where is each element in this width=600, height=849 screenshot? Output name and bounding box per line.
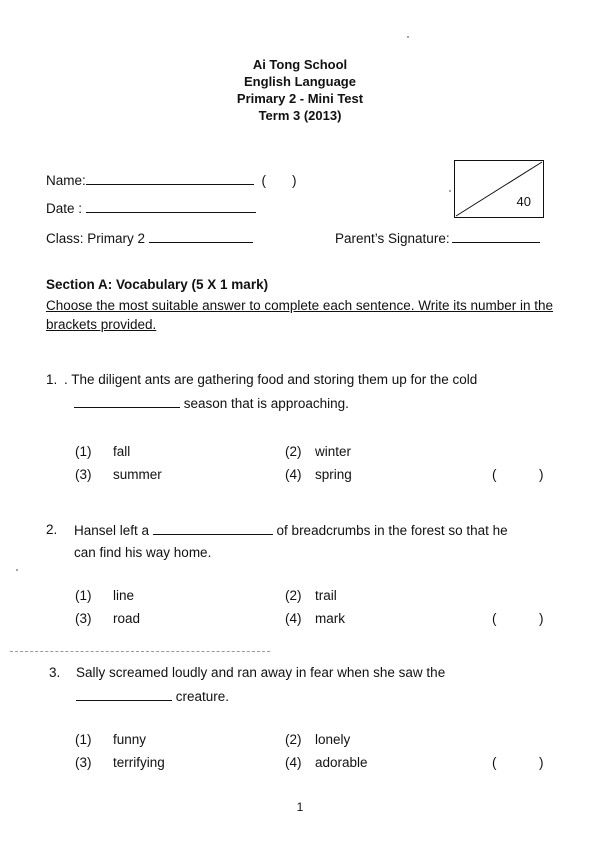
question-text-head: Hansel left a <box>74 523 153 538</box>
option-1[interactable] <box>75 444 130 459</box>
option-number: (4) <box>285 467 302 482</box>
question-number: 1. <box>46 372 58 387</box>
class-label: Class: Primary 2 <box>46 231 146 246</box>
question-number: 2. <box>46 522 58 537</box>
date-blank[interactable] <box>86 200 256 213</box>
school-name: Ai Tong School <box>252 57 348 72</box>
option-2[interactable] <box>285 588 337 603</box>
answer-bracket-open: ( <box>492 467 497 482</box>
option-number: (3) <box>75 611 92 626</box>
answer-bracket-close: ) <box>539 611 544 626</box>
parent-signature-blank[interactable] <box>452 230 540 243</box>
register-bracket-close: ) <box>292 173 297 188</box>
option-number: (1) <box>75 732 92 747</box>
name-blank[interactable] <box>86 172 254 185</box>
answer-blank[interactable] <box>76 688 172 701</box>
option-1[interactable] <box>75 588 134 603</box>
scan-speck <box>407 36 409 38</box>
question-text: . The diligent ants are gathering food and storing them up for the cold <box>64 372 478 387</box>
answer-blank[interactable] <box>153 522 273 535</box>
option-1[interactable] <box>75 732 146 747</box>
option-2[interactable] <box>285 732 350 747</box>
option-text: summer <box>113 467 162 482</box>
question-text-continued <box>76 688 229 704</box>
question-text-continued: can find his way home. <box>74 545 212 560</box>
option-2[interactable] <box>285 444 351 459</box>
question-number: 3. <box>49 665 61 680</box>
section-title: Section A: Vocabulary (5 X 1 mark) <box>46 277 269 292</box>
parent-signature-label: Parent’s Signature: <box>335 231 450 246</box>
answer-bracket-close: ) <box>539 467 544 482</box>
question-text-tail: of breadcrumbs in the forest so that he <box>272 523 508 538</box>
scan-speck <box>16 569 18 571</box>
date-label: Date : <box>46 201 83 216</box>
page-number: 1 <box>296 800 304 814</box>
option-3[interactable] <box>75 755 165 770</box>
question-text: Sally screamed loudly and ran away in fear when she saw the <box>76 665 446 680</box>
parent-signature-field <box>335 230 540 246</box>
answer-bracket-open: ( <box>492 755 497 770</box>
test-title: Primary 2 - Mini Test <box>236 91 364 106</box>
option-number: (4) <box>285 755 302 770</box>
option-text: funny <box>113 732 147 747</box>
option-number: (3) <box>75 755 92 770</box>
name-label: Name: <box>46 173 86 188</box>
option-4[interactable] <box>285 467 352 482</box>
score-total: 40 <box>516 194 531 209</box>
option-text: mark <box>315 611 345 626</box>
option-text: terrifying <box>113 755 165 770</box>
scan-artifact-line <box>10 651 270 652</box>
option-3[interactable] <box>75 467 162 482</box>
question-text <box>74 522 508 538</box>
term-label: Term 3 (2013) <box>258 108 342 123</box>
subject-name: English Language <box>244 74 356 89</box>
option-number: (4) <box>285 611 302 626</box>
option-text: road <box>113 611 141 626</box>
answer-bracket-open: ( <box>492 611 497 626</box>
class-blank[interactable] <box>149 230 253 243</box>
option-text: adorable <box>315 755 368 770</box>
option-4[interactable] <box>285 755 368 770</box>
option-number: (3) <box>75 467 92 482</box>
option-text: lonely <box>315 732 351 747</box>
question-text-tail: season that is approaching. <box>180 396 349 411</box>
option-text: line <box>113 588 135 603</box>
option-number: (2) <box>285 588 302 603</box>
option-4[interactable] <box>285 611 345 626</box>
register-bracket-open: ( <box>261 173 267 188</box>
option-3[interactable] <box>75 611 140 626</box>
option-number: (2) <box>285 444 302 459</box>
option-number: (2) <box>285 732 302 747</box>
option-number: (1) <box>75 588 92 603</box>
document-header <box>0 56 600 124</box>
question-text-tail: creature. <box>172 689 230 704</box>
date-field <box>46 200 256 216</box>
answer-bracket-close: ) <box>539 755 544 770</box>
name-field <box>46 172 297 188</box>
option-text: spring <box>315 467 352 482</box>
question-text-continued <box>74 395 349 411</box>
option-text: trail <box>315 588 337 603</box>
scan-speck <box>449 190 451 192</box>
section-instructions: Choose the most suitable answer to complete each sentence. Write its number in the brackets provided. <box>46 298 554 332</box>
option-text: fall <box>113 444 131 459</box>
option-text: winter <box>315 444 352 459</box>
class-field <box>46 230 253 246</box>
score-box <box>454 160 544 218</box>
option-number: (1) <box>75 444 92 459</box>
answer-blank[interactable] <box>74 395 180 408</box>
